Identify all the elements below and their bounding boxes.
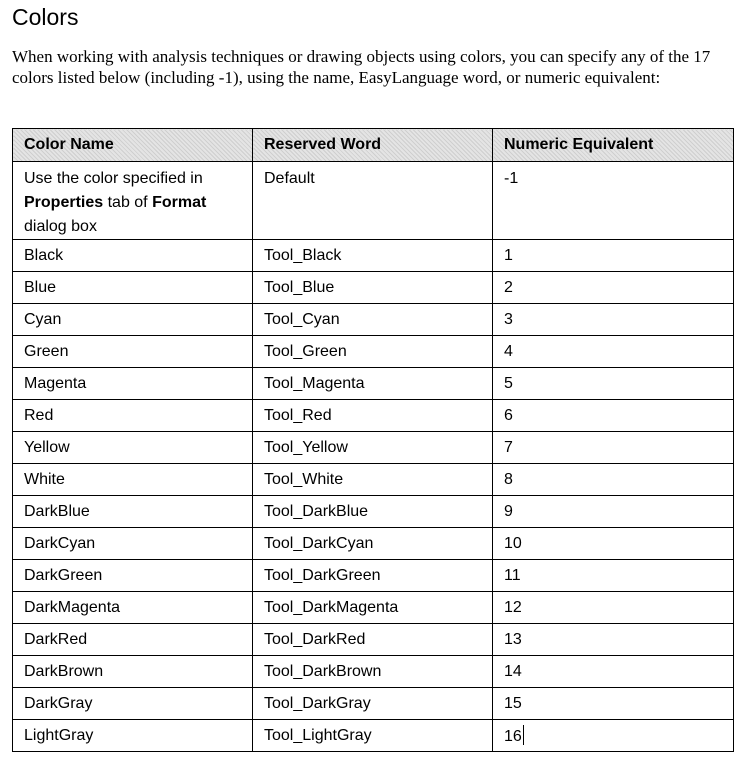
cell-numeric-equivalent	[493, 464, 734, 496]
cell-numeric-equivalent	[493, 528, 734, 560]
cell-numeric-equivalent: -1	[493, 162, 734, 240]
cell-text: DarkBrown	[24, 662, 104, 680]
cell-text: 13	[504, 630, 522, 648]
cell-color-name	[13, 400, 253, 432]
cell-reserved-word	[253, 592, 493, 624]
cell-text: Tool_Magenta	[264, 374, 365, 392]
table-row	[13, 272, 734, 304]
cell-color-name	[13, 240, 253, 272]
cell-text: Tool_DarkRed	[264, 630, 366, 648]
cell-numeric-equivalent	[493, 304, 734, 336]
table-row	[13, 162, 734, 240]
cell-text: 12	[504, 598, 522, 616]
cell-text: 1	[504, 246, 513, 264]
cell-color-name	[13, 162, 253, 240]
cell-text: 15	[504, 694, 522, 712]
cell-numeric-equivalent	[493, 368, 734, 400]
cell-reserved-word	[253, 368, 493, 400]
cell-text: Tool_DarkGray	[264, 694, 371, 712]
cell-text: DarkGray	[24, 694, 93, 712]
cell-text: LightGray	[24, 726, 94, 744]
cell-reserved-word	[253, 560, 493, 592]
cell-color-name	[13, 720, 253, 752]
cell-color-name	[13, 656, 253, 688]
cell-numeric-equivalent	[493, 336, 734, 368]
page-title: Colors	[12, 4, 79, 30]
table-row	[13, 656, 734, 688]
cell-text: Use the color specified in	[24, 170, 203, 187]
cell-numeric-equivalent	[493, 592, 734, 624]
cell-text: 14	[504, 662, 522, 680]
cell-numeric-equivalent	[493, 560, 734, 592]
cell-text: 8	[504, 470, 513, 488]
table-row	[13, 432, 734, 464]
cell-reserved-word	[253, 304, 493, 336]
cell-text: White	[24, 470, 65, 488]
cell-text: Tool_Cyan	[264, 310, 340, 328]
cell-numeric-equivalent	[493, 624, 734, 656]
table-row	[13, 624, 734, 656]
cell-numeric-equivalent[interactable]	[493, 720, 734, 752]
cell-text: 11	[504, 566, 521, 584]
cell-text: DarkCyan	[24, 534, 96, 552]
cell-text: Tool_DarkBlue	[264, 502, 369, 520]
cell-color-name	[13, 304, 253, 336]
header-reserved-word: Reserved Word	[253, 129, 493, 162]
cell-text: DarkGreen	[24, 566, 103, 584]
cell-text: Yellow	[24, 438, 70, 456]
table-row	[13, 336, 734, 368]
cell-reserved-word: Default	[253, 162, 493, 240]
cell-text: dialog box	[24, 218, 97, 235]
cell-text: DarkMagenta	[24, 598, 121, 616]
cell-text: Tool_White	[264, 470, 344, 488]
cell-text: DarkRed	[24, 630, 88, 648]
text-cursor	[523, 725, 524, 745]
cell-text: Tool_DarkCyan	[264, 534, 374, 552]
cell-text: Tool_Blue	[264, 278, 335, 296]
cell-text: Tool_Red	[264, 406, 332, 424]
cell-text: Blue	[24, 278, 57, 296]
table-row	[13, 528, 734, 560]
cell-color-name	[13, 368, 253, 400]
cell-text: Tool_DarkMagenta	[264, 598, 399, 616]
table-row	[13, 304, 734, 336]
table-row	[13, 592, 734, 624]
cell-reserved-word	[253, 400, 493, 432]
cell-text: Cyan	[24, 310, 62, 328]
cell-numeric-equivalent	[493, 688, 734, 720]
cell-text: Tool_Green	[264, 342, 347, 360]
intro-paragraph: When working with analysis techniques or drawing objects using colors, you can specify any of the 17 colors listed below (including -1), using the name, EasyLanguage word, or numeric equivalent:	[12, 47, 711, 87]
cell-text: 6	[504, 406, 513, 424]
cell-text: 4	[504, 342, 513, 360]
cell-reserved-word	[253, 464, 493, 496]
cell-reserved-word	[253, 272, 493, 304]
cell-text: Tool_Black	[264, 246, 342, 264]
table-row	[13, 464, 734, 496]
cell-reserved-word	[253, 528, 493, 560]
cell-color-name	[13, 272, 253, 304]
header-color-name: Color Name	[13, 129, 253, 162]
cell-reserved-word	[253, 688, 493, 720]
cell-text: Green	[24, 342, 69, 360]
colors-table	[12, 128, 734, 752]
table-row	[13, 688, 734, 720]
cell-text: Black	[24, 246, 64, 264]
cell-numeric-equivalent	[493, 400, 734, 432]
cell-text: Tool_DarkBrown	[264, 662, 382, 680]
cell-numeric-equivalent	[493, 272, 734, 304]
cell-reserved-word	[253, 656, 493, 688]
table-row	[13, 720, 734, 752]
cell-bold-text: Properties	[24, 194, 104, 211]
cell-color-name	[13, 528, 253, 560]
cell-color-name	[13, 592, 253, 624]
cell-text: 5	[504, 374, 513, 392]
cell-color-name	[13, 464, 253, 496]
table-row	[13, 560, 734, 592]
cell-color-name	[13, 432, 253, 464]
cell-color-name	[13, 336, 253, 368]
cell-text: 2	[504, 278, 513, 296]
cell-reserved-word	[253, 496, 493, 528]
cell-text: 16	[504, 728, 522, 745]
table-row	[13, 240, 734, 272]
table-row	[13, 368, 734, 400]
cell-text: 9	[504, 502, 513, 520]
cell-text: Tool_DarkGreen	[264, 566, 381, 584]
cell-reserved-word	[253, 432, 493, 464]
cell-bold-text: Format	[152, 194, 207, 211]
cell-text: Red	[24, 406, 54, 424]
cell-reserved-word	[253, 336, 493, 368]
cell-color-name	[13, 688, 253, 720]
table-header-row	[13, 129, 734, 162]
cell-reserved-word	[253, 720, 493, 752]
cell-color-name	[13, 624, 253, 656]
cell-text: DarkBlue	[24, 502, 90, 520]
cell-numeric-equivalent	[493, 656, 734, 688]
cell-text: 10	[504, 534, 522, 552]
table-row	[13, 496, 734, 528]
cell-numeric-equivalent	[493, 432, 734, 464]
cell-color-name	[13, 560, 253, 592]
cell-color-name	[13, 496, 253, 528]
table-row	[13, 400, 734, 432]
cell-text: Tool_Yellow	[264, 438, 348, 456]
cell-reserved-word	[253, 624, 493, 656]
cell-text: 7	[504, 438, 513, 456]
cell-numeric-equivalent	[493, 496, 734, 528]
cell-text: Magenta	[24, 374, 87, 392]
header-numeric-equivalent: Numeric Equivalent	[493, 129, 734, 162]
cell-text: tab of	[107, 194, 148, 211]
cell-reserved-word	[253, 240, 493, 272]
cell-numeric-equivalent	[493, 240, 734, 272]
cell-text: 3	[504, 310, 513, 328]
cell-text: Tool_LightGray	[264, 726, 372, 744]
